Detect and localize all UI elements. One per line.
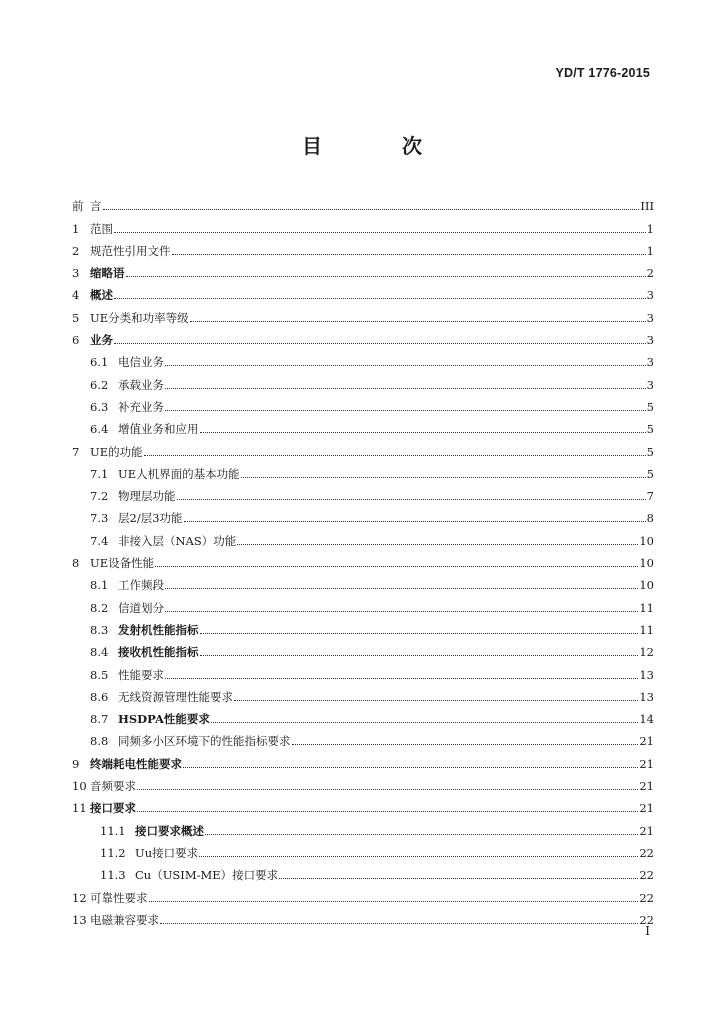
toc-entry-page: 3	[646, 333, 654, 348]
toc-entry-page: 3	[646, 377, 654, 392]
dot-leader	[137, 789, 638, 790]
toc-entry-page: 21	[639, 823, 654, 838]
toc-entry-title: Uu接口要求	[135, 845, 199, 860]
toc-entry-title: 增值业务和应用	[118, 422, 199, 437]
toc-entry[interactable]	[72, 749, 654, 771]
toc-entry[interactable]	[72, 326, 654, 348]
toc-entry-title: 性能要求	[118, 667, 164, 682]
dot-leader	[165, 388, 646, 389]
dot-leader	[241, 477, 646, 478]
toc-entry-number: 7.4	[90, 533, 109, 548]
toc-entry-number: 9	[72, 756, 80, 771]
dot-leader	[292, 744, 639, 745]
toc-entry[interactable]	[72, 906, 654, 928]
toc-entry[interactable]	[72, 638, 654, 660]
toc-entry-number: 3	[72, 266, 80, 281]
toc-entry-page: 8	[646, 511, 654, 526]
toc-entry-page: 10	[639, 578, 654, 593]
toc-entry-page: 11	[639, 622, 654, 637]
toc-entry-title: 非接入层（NAS）功能	[118, 533, 237, 548]
toc-entry-number: 12	[72, 890, 87, 905]
toc-entry-page: 3	[646, 310, 654, 325]
toc-entry-page: 11	[639, 600, 654, 615]
toc-entry[interactable]	[72, 504, 654, 526]
dot-leader	[211, 722, 638, 723]
toc-entry[interactable]	[72, 727, 654, 749]
toc-entry-number: 7	[72, 444, 80, 459]
toc-entry-page: 22	[639, 845, 654, 860]
dot-leader	[165, 588, 638, 589]
dot-leader	[137, 811, 638, 812]
dot-leader	[184, 521, 646, 522]
toc-entry[interactable]	[72, 616, 654, 638]
toc-entry-page: 13	[639, 689, 654, 704]
toc-entry-number: 7.3	[90, 511, 109, 526]
toc-entry-number: 6	[72, 333, 80, 348]
toc-entry-number: 13	[72, 912, 87, 927]
toc-entry-title: UE分类和功率等级	[90, 310, 189, 325]
toc-entry-page: 22	[639, 868, 654, 883]
dot-leader	[177, 499, 646, 500]
toc-entry-title: 接口要求概述	[135, 823, 204, 838]
toc-entry-page: 14	[639, 712, 654, 727]
page-number: I	[645, 924, 650, 938]
toc-entry-number: 8.2	[90, 600, 109, 615]
toc-entry-number: 8.4	[90, 645, 109, 660]
toc-entry-title: 补充业务	[118, 399, 164, 414]
toc-entry-page: 13	[639, 667, 654, 682]
toc-entry-page: 12	[639, 645, 654, 660]
dot-leader	[165, 410, 646, 411]
dot-leader	[183, 767, 638, 768]
toc-entry-title: 工作频段	[118, 578, 164, 593]
toc-entry-number: 8.3	[90, 622, 109, 637]
toc-entry[interactable]	[72, 415, 654, 437]
dot-leader	[200, 432, 646, 433]
dot-leader	[114, 343, 646, 344]
toc-entry-title: UE的功能	[90, 444, 143, 459]
toc-entry-title: HSDPA性能要求	[118, 712, 210, 727]
dot-leader	[190, 321, 646, 322]
toc-entry[interactable]	[72, 370, 654, 392]
dot-leader	[279, 878, 638, 879]
dot-leader	[114, 232, 646, 233]
toc-entry-page: 22	[639, 890, 654, 905]
toc-entry-title: 接收机性能指标	[118, 645, 199, 660]
toc-entry-number: 5	[72, 310, 80, 325]
toc-entry-page: 5	[646, 444, 654, 459]
toc-entry[interactable]	[72, 393, 654, 415]
toc-entry-page: 10	[639, 556, 654, 571]
toc-entry[interactable]	[72, 816, 654, 838]
toc-entry-page: 1	[646, 243, 654, 258]
toc-entry-page: 5	[646, 399, 654, 414]
toc-entry-title: 概述	[90, 288, 113, 303]
toc-entry[interactable]	[72, 259, 654, 281]
toc-entry[interactable]	[72, 549, 654, 571]
toc-entry[interactable]	[72, 660, 654, 682]
toc-entry-page: 21	[639, 734, 654, 749]
toc-entry[interactable]	[72, 705, 654, 727]
toc-entry-page: 10	[639, 533, 654, 548]
toc-entry-number: 11.1	[100, 823, 126, 838]
toc-entry[interactable]	[72, 593, 654, 615]
toc-entry-title: 缩略语	[90, 266, 125, 281]
toc-entry-number: 前	[72, 199, 84, 214]
dot-leader	[200, 633, 639, 634]
dot-leader	[114, 298, 646, 299]
toc-entry-page: 5	[646, 466, 654, 481]
toc-entry-title: 发射机性能指标	[118, 622, 199, 637]
toc-entry[interactable]	[72, 237, 654, 259]
toc-entry-number: 11.2	[100, 845, 126, 860]
dot-leader	[155, 566, 638, 567]
toc-entry[interactable]	[72, 526, 654, 548]
toc-entry-number: 6.2	[90, 377, 109, 392]
toc-entry-title: 物理层功能	[118, 489, 176, 504]
toc-entry-title: 范围	[90, 221, 113, 236]
toc-entry-page: 3	[646, 288, 654, 303]
dot-leader	[200, 655, 639, 656]
toc-entry-title: Cu（USIM-ME）接口要求	[135, 868, 279, 883]
toc-entry-number: 7.1	[90, 466, 109, 481]
toc-entry-title: 电信业务	[118, 355, 164, 370]
toc-entry-page: 2	[646, 266, 654, 281]
toc-entry-page: 3	[646, 355, 654, 370]
dot-leader	[205, 834, 638, 835]
toc-entry-number: 6.4	[90, 422, 109, 437]
toc-entry-number: 6.1	[90, 355, 109, 370]
toc-entry-page: 5	[646, 422, 654, 437]
toc-entry[interactable]	[72, 303, 654, 325]
toc-entry-title: 业务	[90, 333, 113, 348]
dot-leader	[165, 678, 638, 679]
toc-entry-title: UE人机界面的基本功能	[118, 466, 240, 481]
toc-entry-page: III	[640, 199, 654, 214]
toc-entry[interactable]	[72, 861, 654, 883]
toc-entry-title: 终端耗电性能要求	[90, 756, 182, 771]
toc-entry-number: 8.5	[90, 667, 109, 682]
toc-entry-number: 11.3	[100, 868, 126, 883]
toc-entry-title: 可靠性要求	[90, 890, 148, 905]
toc-entry-title: UE设备性能	[90, 556, 155, 571]
toc-entry-number: 10	[72, 779, 87, 794]
toc-entry-number: 8	[72, 556, 80, 571]
toc-entry[interactable]	[72, 348, 654, 370]
toc-entry-title: 音频要求	[90, 779, 136, 794]
dot-leader	[149, 901, 639, 902]
toc-entry-title: 信道划分	[118, 600, 164, 615]
dot-leader	[199, 856, 638, 857]
page-title: 目 次	[302, 134, 452, 158]
toc-entry-title: 层2/层3功能	[118, 511, 183, 526]
toc-entry[interactable]	[72, 772, 654, 794]
toc-entry[interactable]	[72, 683, 654, 705]
dot-leader	[237, 544, 638, 545]
toc-entry-number: 6.3	[90, 399, 109, 414]
toc-entry-number: 1	[72, 221, 80, 236]
table-of-contents	[72, 192, 654, 928]
toc-entry-title: 规范性引用文件	[90, 243, 171, 258]
toc-entry-number: 7.2	[90, 489, 109, 504]
toc-entry-number: 8.8	[90, 734, 109, 749]
dot-leader	[144, 455, 646, 456]
toc-entry[interactable]	[72, 794, 654, 816]
toc-entry[interactable]	[72, 571, 654, 593]
dot-leader	[172, 254, 646, 255]
dot-leader	[234, 700, 638, 701]
standard-code: YD/T 1776-2015	[555, 66, 650, 80]
dot-leader	[160, 923, 638, 924]
toc-entry-number: 4	[72, 288, 80, 303]
toc-entry-page: 21	[639, 779, 654, 794]
dot-leader	[103, 209, 640, 210]
toc-entry[interactable]	[72, 839, 654, 861]
toc-entry[interactable]	[72, 192, 654, 214]
toc-entry-number: 8.7	[90, 712, 109, 727]
toc-entry-page: 7	[646, 489, 654, 504]
toc-entry[interactable]	[72, 214, 654, 236]
toc-entry-title: 承载业务	[118, 377, 164, 392]
toc-entry-title: 同频多小区环境下的性能指标要求	[118, 734, 291, 749]
toc-entry[interactable]	[72, 281, 654, 303]
toc-entry-title: 接口要求	[90, 801, 136, 816]
toc-entry-number: 11	[72, 801, 87, 816]
toc-entry-page: 21	[639, 801, 654, 816]
toc-entry-page: 22	[639, 912, 654, 927]
toc-entry-number: 2	[72, 243, 80, 258]
toc-entry-page: 1	[646, 221, 654, 236]
toc-entry-page: 21	[639, 756, 654, 771]
toc-entry-number: 8.6	[90, 689, 109, 704]
toc-entry[interactable]	[72, 460, 654, 482]
dot-leader	[165, 365, 646, 366]
dot-leader	[165, 611, 638, 612]
toc-entry-number: 8.1	[90, 578, 109, 593]
dot-leader	[126, 276, 646, 277]
toc-entry-title: 无线资源管理性能要求	[118, 689, 233, 704]
toc-entry-title: 言	[90, 199, 102, 214]
toc-entry[interactable]	[72, 482, 654, 504]
toc-entry-title: 电磁兼容要求	[90, 912, 159, 927]
toc-entry[interactable]	[72, 437, 654, 459]
toc-entry[interactable]	[72, 883, 654, 905]
